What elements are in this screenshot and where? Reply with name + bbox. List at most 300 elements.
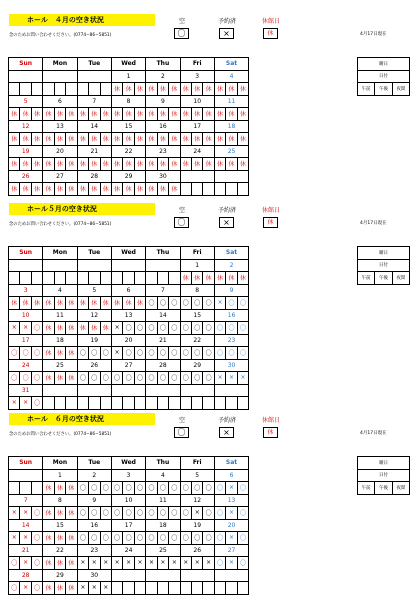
date-cell: 4 bbox=[43, 284, 77, 297]
date-cell: 27 bbox=[111, 359, 145, 372]
day-header-fri: Fri bbox=[180, 457, 214, 470]
slot-legend-table bbox=[357, 456, 410, 495]
date-cell: 7 bbox=[9, 494, 43, 507]
slot-cell: 〇 bbox=[100, 347, 111, 360]
as-of-date: 4月17日現在 bbox=[360, 32, 387, 37]
slot-legend-table bbox=[357, 57, 410, 96]
empty-date-cell bbox=[146, 259, 180, 272]
date-cell: 30 bbox=[77, 569, 111, 582]
date-cell: 6 bbox=[111, 284, 145, 297]
slot-cell: × bbox=[111, 347, 122, 360]
empty-slot-cell bbox=[203, 183, 214, 196]
slot-cell: 〇 bbox=[192, 372, 203, 385]
contact-note: 念のためお問い合わせください。(0774−86−5851) bbox=[9, 432, 112, 437]
slot-cell: 休 bbox=[214, 108, 225, 121]
hiduke-label: 日付 bbox=[358, 469, 410, 482]
slot-cell: 休 bbox=[66, 133, 77, 146]
slot-cell: 休 bbox=[123, 158, 134, 171]
hiduke-label: 日付 bbox=[358, 70, 410, 83]
slot-cell: 休 bbox=[66, 507, 77, 520]
slot-cell: 〇 bbox=[31, 372, 42, 385]
date-cell: 13 bbox=[43, 120, 77, 133]
slot-cell: 〇 bbox=[169, 372, 180, 385]
slot-cell: 〇 bbox=[203, 532, 214, 545]
slot-cell: 休 bbox=[157, 183, 168, 196]
date-cell: 10 bbox=[180, 95, 214, 108]
slot-cell: 〇 bbox=[100, 532, 111, 545]
empty-slot-cell bbox=[43, 272, 54, 285]
empty-date-cell bbox=[77, 70, 111, 83]
legend-vacant-label: 空 bbox=[178, 18, 185, 25]
slot-cell: 〇 bbox=[169, 297, 180, 310]
empty-slot-cell bbox=[146, 397, 157, 410]
empty-date-cell bbox=[111, 259, 145, 272]
slot-cell: 休 bbox=[169, 83, 180, 96]
slot-cell: 休 bbox=[43, 133, 54, 146]
slot-cell: 休 bbox=[180, 108, 191, 121]
slot-cell: × bbox=[146, 557, 157, 570]
date-cell: 26 bbox=[180, 544, 214, 557]
slot-cell: × bbox=[123, 557, 134, 570]
empty-slot-cell bbox=[180, 582, 191, 595]
date-cell: 2 bbox=[146, 70, 180, 83]
slot-cell: 〇 bbox=[9, 347, 20, 360]
slot-cell: 〇 bbox=[134, 532, 145, 545]
slot-cell: × bbox=[100, 557, 111, 570]
empty-slot-cell bbox=[134, 272, 145, 285]
date-cell: 22 bbox=[111, 145, 145, 158]
date-cell: 26 bbox=[77, 359, 111, 372]
empty-slot-cell bbox=[66, 397, 77, 410]
date-cell: 12 bbox=[180, 494, 214, 507]
as-of-date: 4月17日現在 bbox=[360, 431, 387, 436]
slot-legend-table bbox=[357, 246, 410, 285]
slot-cell: 〇 bbox=[100, 482, 111, 495]
legend-closed-box: 休 bbox=[263, 28, 278, 39]
empty-slot-cell bbox=[226, 582, 237, 595]
empty-slot-cell bbox=[9, 83, 20, 96]
slot-cell: 休 bbox=[43, 158, 54, 171]
date-cell: 3 bbox=[111, 469, 145, 482]
empty-slot-cell bbox=[111, 272, 122, 285]
slot-cell: × bbox=[77, 557, 88, 570]
day-header-mon: Mon bbox=[43, 58, 77, 71]
slot-cell: × bbox=[89, 557, 100, 570]
slot-cell: 〇 bbox=[192, 297, 203, 310]
slot-cell: 休 bbox=[66, 557, 77, 570]
date-cell: 15 bbox=[180, 309, 214, 322]
slot-cell: 〇 bbox=[203, 297, 214, 310]
slot-cell: 休 bbox=[226, 133, 237, 146]
slot-cell: 休 bbox=[43, 372, 54, 385]
slot-cell: 〇 bbox=[157, 532, 168, 545]
slot-cell: 休 bbox=[100, 297, 111, 310]
date-cell: 20 bbox=[43, 145, 77, 158]
legend-vacant-label: 空 bbox=[178, 207, 185, 214]
youbi-label: 曜日 bbox=[358, 457, 410, 470]
slot-cell: 休 bbox=[192, 272, 203, 285]
slot-cell: 〇 bbox=[237, 507, 248, 520]
slot-cell: × bbox=[20, 322, 31, 335]
empty-slot-cell bbox=[31, 83, 42, 96]
date-cell: 17 bbox=[111, 519, 145, 532]
empty-slot-cell bbox=[203, 582, 214, 595]
slot-cell: 〇 bbox=[226, 347, 237, 360]
empty-slot-cell bbox=[169, 397, 180, 410]
slot-cell: 休 bbox=[89, 108, 100, 121]
slot-cell: 〇 bbox=[146, 347, 157, 360]
date-cell: 28 bbox=[146, 359, 180, 372]
slot-cell: 〇 bbox=[77, 347, 88, 360]
date-cell: 12 bbox=[77, 309, 111, 322]
slot-cell: × bbox=[77, 582, 88, 595]
date-cell: 16 bbox=[146, 120, 180, 133]
slot-cell: × bbox=[111, 557, 122, 570]
empty-date-cell bbox=[9, 70, 43, 83]
date-cell: 21 bbox=[146, 334, 180, 347]
empty-slot-cell bbox=[89, 272, 100, 285]
empty-slot-cell bbox=[123, 397, 134, 410]
slot-cell: 〇 bbox=[123, 372, 134, 385]
date-cell: 15 bbox=[111, 120, 145, 133]
slot-cell: 休 bbox=[54, 372, 65, 385]
legend-vacant-box: 〇 bbox=[174, 217, 189, 228]
date-cell: 5 bbox=[9, 95, 43, 108]
empty-slot-cell bbox=[9, 272, 20, 285]
slot-cell: 〇 bbox=[226, 322, 237, 335]
slot-cell: 休 bbox=[226, 272, 237, 285]
date-cell: 25 bbox=[214, 145, 248, 158]
slot-cell: 〇 bbox=[123, 482, 134, 495]
date-cell: 10 bbox=[111, 494, 145, 507]
empty-slot-cell bbox=[134, 582, 145, 595]
slot-cell: 休 bbox=[66, 322, 77, 335]
empty-date-cell bbox=[9, 259, 43, 272]
slot-cell: 休 bbox=[203, 108, 214, 121]
slot-cell: 休 bbox=[226, 83, 237, 96]
slot-cell: 〇 bbox=[31, 532, 42, 545]
slot-cell: 休 bbox=[9, 108, 20, 121]
date-cell: 29 bbox=[180, 359, 214, 372]
slot-cell: 休 bbox=[9, 158, 20, 171]
slot-cell: × bbox=[20, 582, 31, 595]
slot-cell: 休 bbox=[89, 133, 100, 146]
empty-slot-cell bbox=[214, 183, 225, 196]
empty-slot-cell bbox=[169, 582, 180, 595]
empty-slot-cell bbox=[180, 183, 191, 196]
empty-date-cell bbox=[43, 70, 77, 83]
slot-cell: 休 bbox=[43, 557, 54, 570]
slot-cell: × bbox=[192, 507, 203, 520]
slot-cell: 休 bbox=[9, 297, 20, 310]
slot-cell: × bbox=[20, 397, 31, 410]
slot-cell: 休 bbox=[157, 108, 168, 121]
slot-cell: 休 bbox=[54, 557, 65, 570]
slot-cell: 休 bbox=[100, 183, 111, 196]
slot-label: 午後 bbox=[375, 83, 392, 96]
day-header-wed: Wed bbox=[111, 457, 145, 470]
date-cell: 24 bbox=[9, 359, 43, 372]
slot-cell: 休 bbox=[43, 582, 54, 595]
slot-cell: 〇 bbox=[123, 347, 134, 360]
slot-cell: 〇 bbox=[203, 322, 214, 335]
date-cell: 15 bbox=[43, 519, 77, 532]
slot-cell: 休 bbox=[89, 297, 100, 310]
slot-cell: 休 bbox=[20, 133, 31, 146]
slot-cell: 〇 bbox=[77, 532, 88, 545]
slot-cell: 休 bbox=[20, 183, 31, 196]
date-cell: 11 bbox=[146, 494, 180, 507]
slot-cell: 〇 bbox=[203, 372, 214, 385]
date-cell: 10 bbox=[9, 309, 43, 322]
calendar-table bbox=[8, 246, 249, 410]
slot-cell: 〇 bbox=[203, 347, 214, 360]
empty-slot-cell bbox=[237, 183, 248, 196]
slot-cell: 〇 bbox=[192, 532, 203, 545]
slot-cell: 休 bbox=[9, 183, 20, 196]
slot-cell: 〇 bbox=[9, 372, 20, 385]
date-cell: 7 bbox=[146, 284, 180, 297]
slot-cell: 休 bbox=[134, 133, 145, 146]
slot-cell: 〇 bbox=[89, 532, 100, 545]
slot-cell: 休 bbox=[89, 183, 100, 196]
date-cell: 21 bbox=[9, 544, 43, 557]
slot-cell: 休 bbox=[54, 158, 65, 171]
slot-cell: 〇 bbox=[157, 347, 168, 360]
slot-cell: 〇 bbox=[180, 297, 191, 310]
empty-slot-cell bbox=[180, 397, 191, 410]
slot-cell: 〇 bbox=[123, 322, 134, 335]
empty-slot-cell bbox=[192, 397, 203, 410]
slot-cell: 休 bbox=[43, 322, 54, 335]
slot-cell: 〇 bbox=[237, 532, 248, 545]
empty-slot-cell bbox=[214, 582, 225, 595]
slot-cell: 〇 bbox=[214, 532, 225, 545]
empty-slot-cell bbox=[146, 582, 157, 595]
slot-cell: 〇 bbox=[214, 507, 225, 520]
date-cell: 1 bbox=[180, 259, 214, 272]
empty-slot-cell bbox=[192, 582, 203, 595]
empty-slot-cell bbox=[111, 582, 122, 595]
slot-cell: 〇 bbox=[20, 372, 31, 385]
slot-cell: 休 bbox=[31, 297, 42, 310]
date-cell: 29 bbox=[111, 170, 145, 183]
slot-cell: 休 bbox=[192, 158, 203, 171]
empty-slot-cell bbox=[31, 272, 42, 285]
slot-cell: 〇 bbox=[89, 482, 100, 495]
youbi-label: 曜日 bbox=[358, 58, 410, 71]
date-cell: 30 bbox=[146, 170, 180, 183]
slot-cell: 休 bbox=[157, 83, 168, 96]
slot-cell: × bbox=[9, 397, 20, 410]
empty-slot-cell bbox=[20, 272, 31, 285]
slot-cell: 休 bbox=[146, 183, 157, 196]
slot-cell: 〇 bbox=[192, 347, 203, 360]
slot-cell: 〇 bbox=[157, 482, 168, 495]
slot-cell: 〇 bbox=[31, 507, 42, 520]
slot-cell: 休 bbox=[134, 158, 145, 171]
empty-slot-cell bbox=[100, 83, 111, 96]
date-cell: 25 bbox=[43, 359, 77, 372]
day-header-tue: Tue bbox=[77, 247, 111, 260]
slot-cell: × bbox=[9, 532, 20, 545]
slot-cell: 〇 bbox=[9, 557, 20, 570]
slot-cell: 休 bbox=[111, 83, 122, 96]
date-cell: 26 bbox=[9, 170, 43, 183]
slot-cell: 〇 bbox=[214, 347, 225, 360]
slot-cell: 休 bbox=[146, 158, 157, 171]
date-cell: 6 bbox=[43, 95, 77, 108]
slot-cell: 休 bbox=[43, 108, 54, 121]
day-header-wed: Wed bbox=[111, 58, 145, 71]
day-header-sun: Sun bbox=[9, 58, 43, 71]
empty-date-cell bbox=[180, 384, 214, 397]
date-cell: 1 bbox=[111, 70, 145, 83]
slot-cell: 休 bbox=[66, 532, 77, 545]
empty-slot-cell bbox=[89, 83, 100, 96]
empty-slot-cell bbox=[192, 183, 203, 196]
date-cell: 8 bbox=[111, 95, 145, 108]
legend-vacant-box: 〇 bbox=[174, 427, 189, 438]
slot-cell: 〇 bbox=[237, 297, 248, 310]
slot-cell: 休 bbox=[54, 133, 65, 146]
empty-date-cell bbox=[43, 384, 77, 397]
slot-cell: 休 bbox=[77, 322, 88, 335]
empty-slot-cell bbox=[123, 582, 134, 595]
date-cell: 2 bbox=[214, 259, 248, 272]
empty-slot-cell bbox=[237, 582, 248, 595]
date-cell: 13 bbox=[111, 309, 145, 322]
date-cell: 28 bbox=[77, 170, 111, 183]
slot-cell: 〇 bbox=[157, 372, 168, 385]
slot-cell: × bbox=[192, 557, 203, 570]
slot-cell: 休 bbox=[134, 183, 145, 196]
contact-note: 念のためお問い合わせください。(0774−86−5851) bbox=[9, 33, 112, 38]
slot-cell: × bbox=[89, 582, 100, 595]
empty-slot-cell bbox=[169, 272, 180, 285]
slot-cell: 〇 bbox=[111, 482, 122, 495]
slot-cell: 休 bbox=[77, 183, 88, 196]
slot-cell: 休 bbox=[226, 108, 237, 121]
slot-cell: × bbox=[203, 557, 214, 570]
date-cell: 8 bbox=[180, 284, 214, 297]
slot-cell: 休 bbox=[146, 108, 157, 121]
slot-cell: 休 bbox=[111, 133, 122, 146]
slot-cell: 休 bbox=[54, 532, 65, 545]
empty-date-cell bbox=[146, 384, 180, 397]
legend-closed-label: 休館日 bbox=[261, 207, 280, 214]
empty-slot-cell bbox=[54, 397, 65, 410]
slot-cell: 〇 bbox=[157, 322, 168, 335]
slot-cell: 〇 bbox=[180, 482, 191, 495]
date-cell: 23 bbox=[146, 145, 180, 158]
date-cell: 16 bbox=[214, 309, 248, 322]
slot-cell: 〇 bbox=[169, 322, 180, 335]
slot-cell: 休 bbox=[237, 272, 248, 285]
slot-cell: 〇 bbox=[169, 347, 180, 360]
day-header-sun: Sun bbox=[9, 247, 43, 260]
empty-slot-cell bbox=[77, 397, 88, 410]
legend-closed-label: 休館日 bbox=[261, 18, 280, 25]
slot-cell: 休 bbox=[180, 133, 191, 146]
slot-cell: 〇 bbox=[31, 557, 42, 570]
slot-cell: 休 bbox=[20, 108, 31, 121]
empty-slot-cell bbox=[43, 397, 54, 410]
slot-cell: 休 bbox=[43, 507, 54, 520]
slot-cell: 休 bbox=[100, 158, 111, 171]
date-cell: 19 bbox=[77, 334, 111, 347]
date-cell: 16 bbox=[77, 519, 111, 532]
slot-cell: × bbox=[100, 582, 111, 595]
date-cell: 7 bbox=[77, 95, 111, 108]
empty-date-cell bbox=[43, 259, 77, 272]
empty-date-cell bbox=[180, 170, 214, 183]
legend-closed-label: 休館日 bbox=[261, 417, 280, 424]
day-header-fri: Fri bbox=[180, 58, 214, 71]
slot-cell: 〇 bbox=[89, 372, 100, 385]
slot-cell: 〇 bbox=[192, 322, 203, 335]
date-cell: 25 bbox=[146, 544, 180, 557]
slot-cell: × bbox=[20, 532, 31, 545]
slot-cell: 〇 bbox=[180, 322, 191, 335]
slot-cell: 休 bbox=[31, 158, 42, 171]
date-cell: 28 bbox=[9, 569, 43, 582]
month-title: ホール５月の空き状況 bbox=[9, 203, 155, 215]
slot-cell: 休 bbox=[77, 158, 88, 171]
slot-cell: 休 bbox=[31, 183, 42, 196]
slot-cell: 休 bbox=[111, 297, 122, 310]
slot-cell: × bbox=[237, 372, 248, 385]
slot-cell: 休 bbox=[214, 83, 225, 96]
slot-cell: 〇 bbox=[31, 347, 42, 360]
slot-cell: 〇 bbox=[203, 482, 214, 495]
slot-cell: 休 bbox=[192, 133, 203, 146]
date-cell: 17 bbox=[9, 334, 43, 347]
slot-cell: 〇 bbox=[169, 507, 180, 520]
legend-reserved-label: 予約済 bbox=[217, 207, 236, 214]
slot-cell: 〇 bbox=[123, 532, 134, 545]
empty-slot-cell bbox=[43, 83, 54, 96]
slot-cell: 休 bbox=[123, 108, 134, 121]
slot-cell: 〇 bbox=[77, 482, 88, 495]
slot-cell: × bbox=[169, 557, 180, 570]
slot-cell: 休 bbox=[237, 108, 248, 121]
empty-slot-cell bbox=[20, 482, 31, 495]
slot-cell: × bbox=[20, 507, 31, 520]
empty-slot-cell bbox=[77, 83, 88, 96]
empty-slot-cell bbox=[31, 482, 42, 495]
slot-cell: 〇 bbox=[226, 297, 237, 310]
slot-cell: 休 bbox=[111, 158, 122, 171]
slot-cell: 〇 bbox=[134, 372, 145, 385]
slot-cell: 〇 bbox=[111, 372, 122, 385]
slot-cell: 休 bbox=[43, 297, 54, 310]
slot-cell: 〇 bbox=[134, 482, 145, 495]
empty-slot-cell bbox=[20, 83, 31, 96]
day-header-sun: Sun bbox=[9, 457, 43, 470]
slot-cell: 休 bbox=[54, 482, 65, 495]
slot-cell: 休 bbox=[66, 183, 77, 196]
date-cell: 23 bbox=[77, 544, 111, 557]
slot-cell: 休 bbox=[20, 158, 31, 171]
date-cell: 31 bbox=[9, 384, 43, 397]
slot-cell: 休 bbox=[54, 322, 65, 335]
empty-date-cell bbox=[111, 384, 145, 397]
slot-cell: 〇 bbox=[134, 322, 145, 335]
slot-cell: 休 bbox=[9, 133, 20, 146]
empty-slot-cell bbox=[123, 272, 134, 285]
slot-cell: 〇 bbox=[157, 297, 168, 310]
